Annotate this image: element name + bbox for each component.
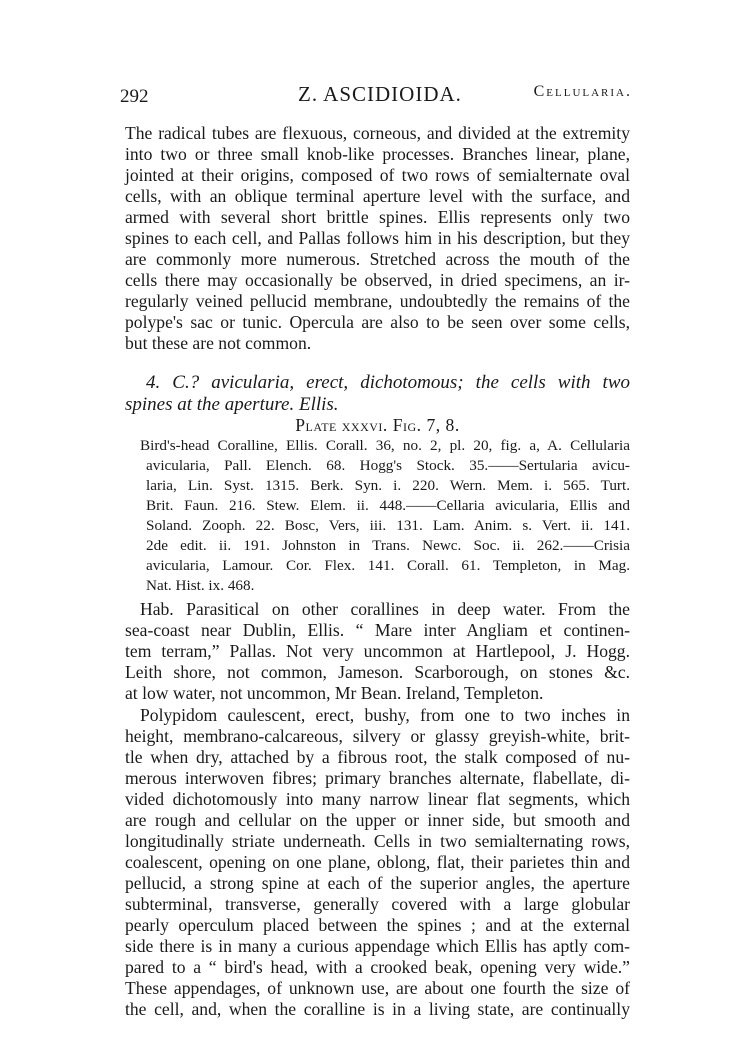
section-title: Cellularia.	[533, 83, 632, 100]
description-line: Polypidom caulescent, erect, bushy, from one to two inches in	[140, 705, 630, 725]
description-line: the cell, and, when the coralline is in a living state, are continually	[125, 999, 630, 1019]
text-line: armed with several short brittle spines. Ellis represents only two	[125, 207, 630, 227]
description-line: coalescent, opening on one plane, oblong, flat, their parietes thin and	[125, 852, 630, 872]
text-line: polype's sac or tunic. Opercula are also to be seen over some cells,	[125, 312, 630, 332]
habitat-line: Leith shore, not common, Jameson. Scarborough, on stones &c.	[125, 662, 630, 682]
synonymy-line: Soland. Zooph. 22. Bosc, Vers, iii. 131. Lam. Anim. s. Vert. ii. 141.	[146, 517, 630, 534]
plate-reference: Plate xxxvi. Fig. 7, 8.	[295, 415, 460, 435]
description-line: side there is in many a curious appendage which Ellis has aptly com-	[125, 936, 630, 956]
text-line: cells, with an oblique terminal aperture level with the surface, and	[125, 186, 630, 206]
text-line: jointed at their origins, composed of two rows of semialternate oval	[125, 165, 630, 185]
synonymy-line: avicularia, Pall. Elench. 68. Hogg's Stock. 35.——Sertularia avicu-	[146, 457, 630, 474]
synonymy-line: Brit. Faun. 216. Stew. Elem. ii. 448.——Cellaria avicularia, Ellis and	[146, 497, 630, 514]
description-line: pearly operculum placed between the spines ; and at the external	[125, 915, 630, 935]
habitat-line: at low water, not uncommon, Mr Bean. Ireland, Templeton.	[125, 683, 544, 703]
species-heading-continued: spines at the aperture. Ellis.	[125, 394, 339, 415]
description-line: vided dichotomously into many narrow linear flat segments, which	[125, 789, 630, 809]
synonymy-line: Bird's-head Coralline, Ellis. Corall. 36, no. 2, pl. 20, fig. a, A. Cellularia	[140, 437, 630, 454]
synonymy-line: avicularia, Lamour. Cor. Flex. 141. Corall. 61. Templeton, in Mag.	[146, 557, 630, 574]
text-line: cells there may occasionally be observed, in dried specimens, an ir-	[125, 270, 630, 290]
synonymy-line: laria, Lin. Syst. 1315. Berk. Syn. i. 220. Wern. Mem. i. 565. Turt.	[146, 477, 630, 494]
synonymy-line: 2de edit. ii. 191. Johnston in Trans. Newc. Soc. ii. 262.——Crisia	[146, 537, 630, 554]
text-line: regularly veined pellucid membrane, undoubtedly the remains of the	[125, 291, 630, 311]
description-line: longitudinally striate underneath. Cells in two semialternating rows,	[125, 831, 630, 851]
text-line: are commonly more numerous. Stretched across the mouth of the	[125, 249, 630, 269]
page-number: 292	[120, 86, 149, 107]
description-line: pellucid, a strong spine at each of the superior angles, the aperture	[125, 873, 630, 893]
description-line: are rough and cellular on the upper or inner side, but smooth and	[125, 810, 630, 830]
habitat-line: tem terram,” Pallas. Not very uncommon at Hartlepool, J. Hogg.	[125, 641, 630, 661]
text-line: into two or three small knob-like processes. Branches linear, plane,	[125, 144, 630, 164]
description-line: subterminal, transverse, generally covered with a large globular	[125, 894, 630, 914]
text-line: The radical tubes are flexuous, corneous, and divided at the extremity	[125, 123, 630, 143]
description-line: pared to a “ bird's head, with a crooked beak, opening very wide.”	[125, 957, 630, 977]
running-header	[120, 82, 632, 116]
description-line: These appendages, of unknown use, are about one fourth the size of	[125, 978, 630, 998]
text-line: but these are not common.	[125, 333, 312, 353]
description-line: merous interwoven fibres; primary branches alternate, flabellate, di-	[125, 768, 630, 788]
synonymy-line: Nat. Hist. ix. 468.	[146, 577, 255, 594]
species-heading: 4. C.? avicularia, erect, dichotomous; the cells with two	[146, 372, 630, 393]
habitat-line: Hab. Parasitical on other corallines in deep water. From the	[140, 599, 630, 619]
running-title: Z. ASCIDIOIDA.	[298, 82, 462, 106]
habitat-line: sea-coast near Dublin, Ellis. “ Mare inter Angliam et continen-	[125, 620, 630, 640]
description-line: height, membrano-calcareous, silvery or glassy greyish-white, brit-	[125, 726, 630, 746]
description-line: tle when dry, attached by a fibrous root, the stalk composed of nu-	[125, 747, 630, 767]
text-line: spines to each cell, and Pallas follows him in his description, but they	[125, 228, 630, 248]
